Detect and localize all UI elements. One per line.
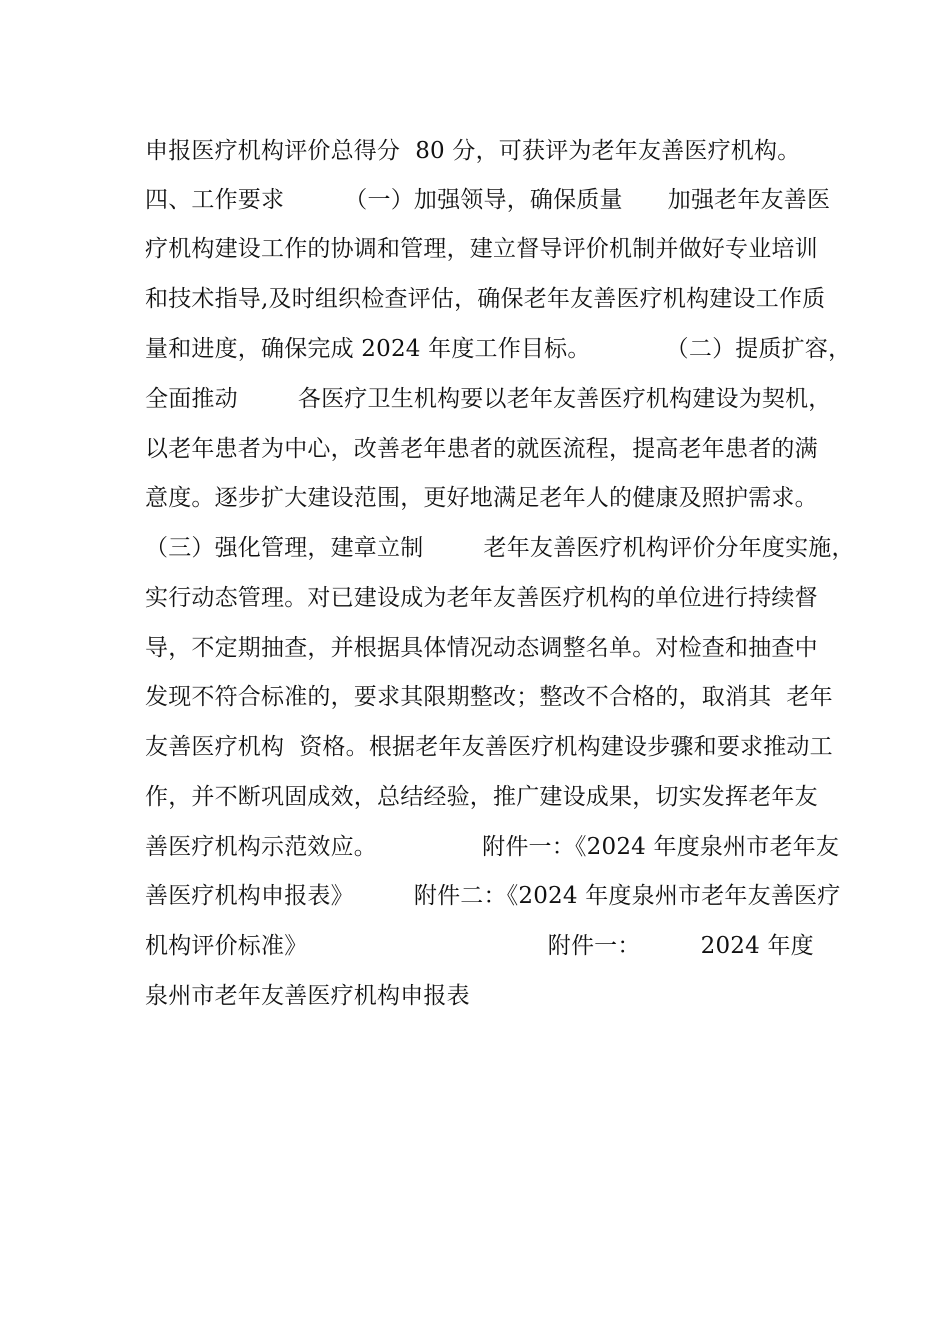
text-line-13: 友善医疗机构 资格。根据老年友善医疗机构建设步骤和要求推动工 — [145, 734, 833, 760]
text-line-2: 四、工作要求 （一）加强领导，确保质量 加强老年友善医 — [145, 187, 831, 213]
text-line-7: 以老年患者为中心，改善老年患者的就医流程，提高老年患者的满 — [145, 436, 818, 462]
text-line-17: 机构评价标准》 附件一： 2024 年度 — [145, 933, 814, 959]
text-line-5: 量和进度，确保完成 2024 年度工作目标。 （二）提质扩容， — [145, 336, 852, 362]
text-line-6: 全面推动 各医疗卫生机构要以老年友善医疗机构建设为契机， — [145, 386, 832, 412]
text-line-18: 泉州市老年友善医疗机构申报表 — [145, 983, 470, 1009]
text-line-3: 疗机构建设工作的协调和管理，建立督导评价机制并做好专业培训 — [145, 236, 818, 262]
text-line-15: 善医疗机构示范效应。 附件一：《2024 年度泉州市老年友 — [145, 834, 840, 860]
text-line-8: 意度。逐步扩大建设范围，更好地满足老年人的健康及照护需求。 — [145, 485, 818, 511]
text-line-14: 作，并不断巩固成效，总结经验，推广建设成果，切实发挥老年友 — [145, 784, 818, 810]
text-line-9: （三）强化管理，建章立制 老年友善医疗机构评价分年度实施， — [145, 535, 855, 561]
text-line-16: 善医疗机构申报表》 附件二：《2024 年度泉州市老年友善医疗 — [145, 883, 841, 909]
text-line-12: 发现不符合标准的，要求其限期整改；整改不合格的，取消其 老年 — [145, 684, 833, 710]
text-line-1: 申报医疗机构评价总得分 80 分，可获评为老年友善医疗机构。 — [145, 138, 801, 164]
text-line-10: 实行动态管理。对已建设成为老年友善医疗机构的单位进行持续督 — [145, 585, 818, 611]
text-line-11: 导，不定期抽查，并根据具体情况动态调整名单。对检查和抽查中 — [145, 635, 818, 661]
text-line-4: 和技术指导,及时组织检查评估，确保老年友善医疗机构建设工作质 — [145, 286, 826, 312]
